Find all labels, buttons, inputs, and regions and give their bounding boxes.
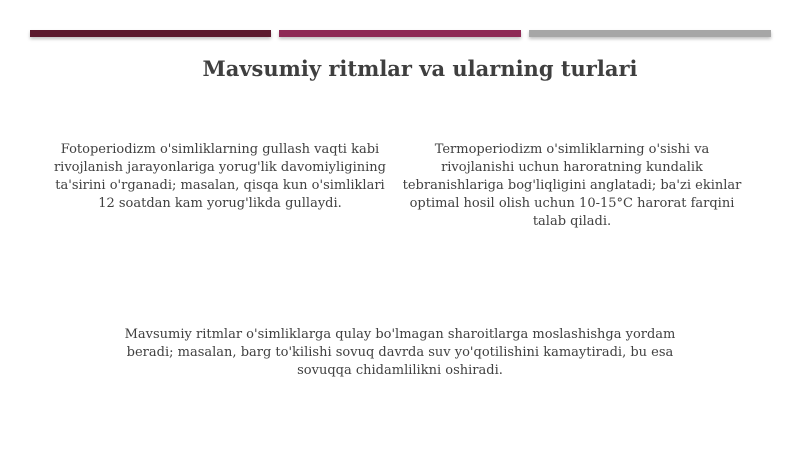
accent-bar-left [30,30,271,37]
slide-title: Mavsumiy ritmlar va ularning turlari [202,56,638,81]
paragraph-photoperiodism: Fotoperiodizm o'simliklarning gullash vaqti kabi rivojlanish jarayonlariga yorug'lik davomiyligining ta'sirini o'rganadi; masalan, qisqa kun o'simliklari 12 soatdan kam yorug'likda gullaydi. [53,142,387,211]
paragraph-seasonal-rhythms: Mavsumiy ritmlar o'simliklarga qulay bo'lmagan sharoitlarga moslashishga yordam beradi; masalan, barg to'kilishi sovuq davrda suv yo'qotilishini kamaytiradi, bu esa sovuqqa chidamlilikni oshiradi. [124,327,676,378]
accent-bar-center [279,30,521,37]
paragraph-thermoperiodism: Termoperiodizm o'simliklarning o'sishi va rivojlanishi uchun haroratning kundalik tebranishlariga bog'liqligini anglatadi; ba'zi ekinlar optimal hosil olish uchun 10-15°C harorat farqini talab qiladi. [402,142,742,229]
accent-bar-right [529,30,771,37]
